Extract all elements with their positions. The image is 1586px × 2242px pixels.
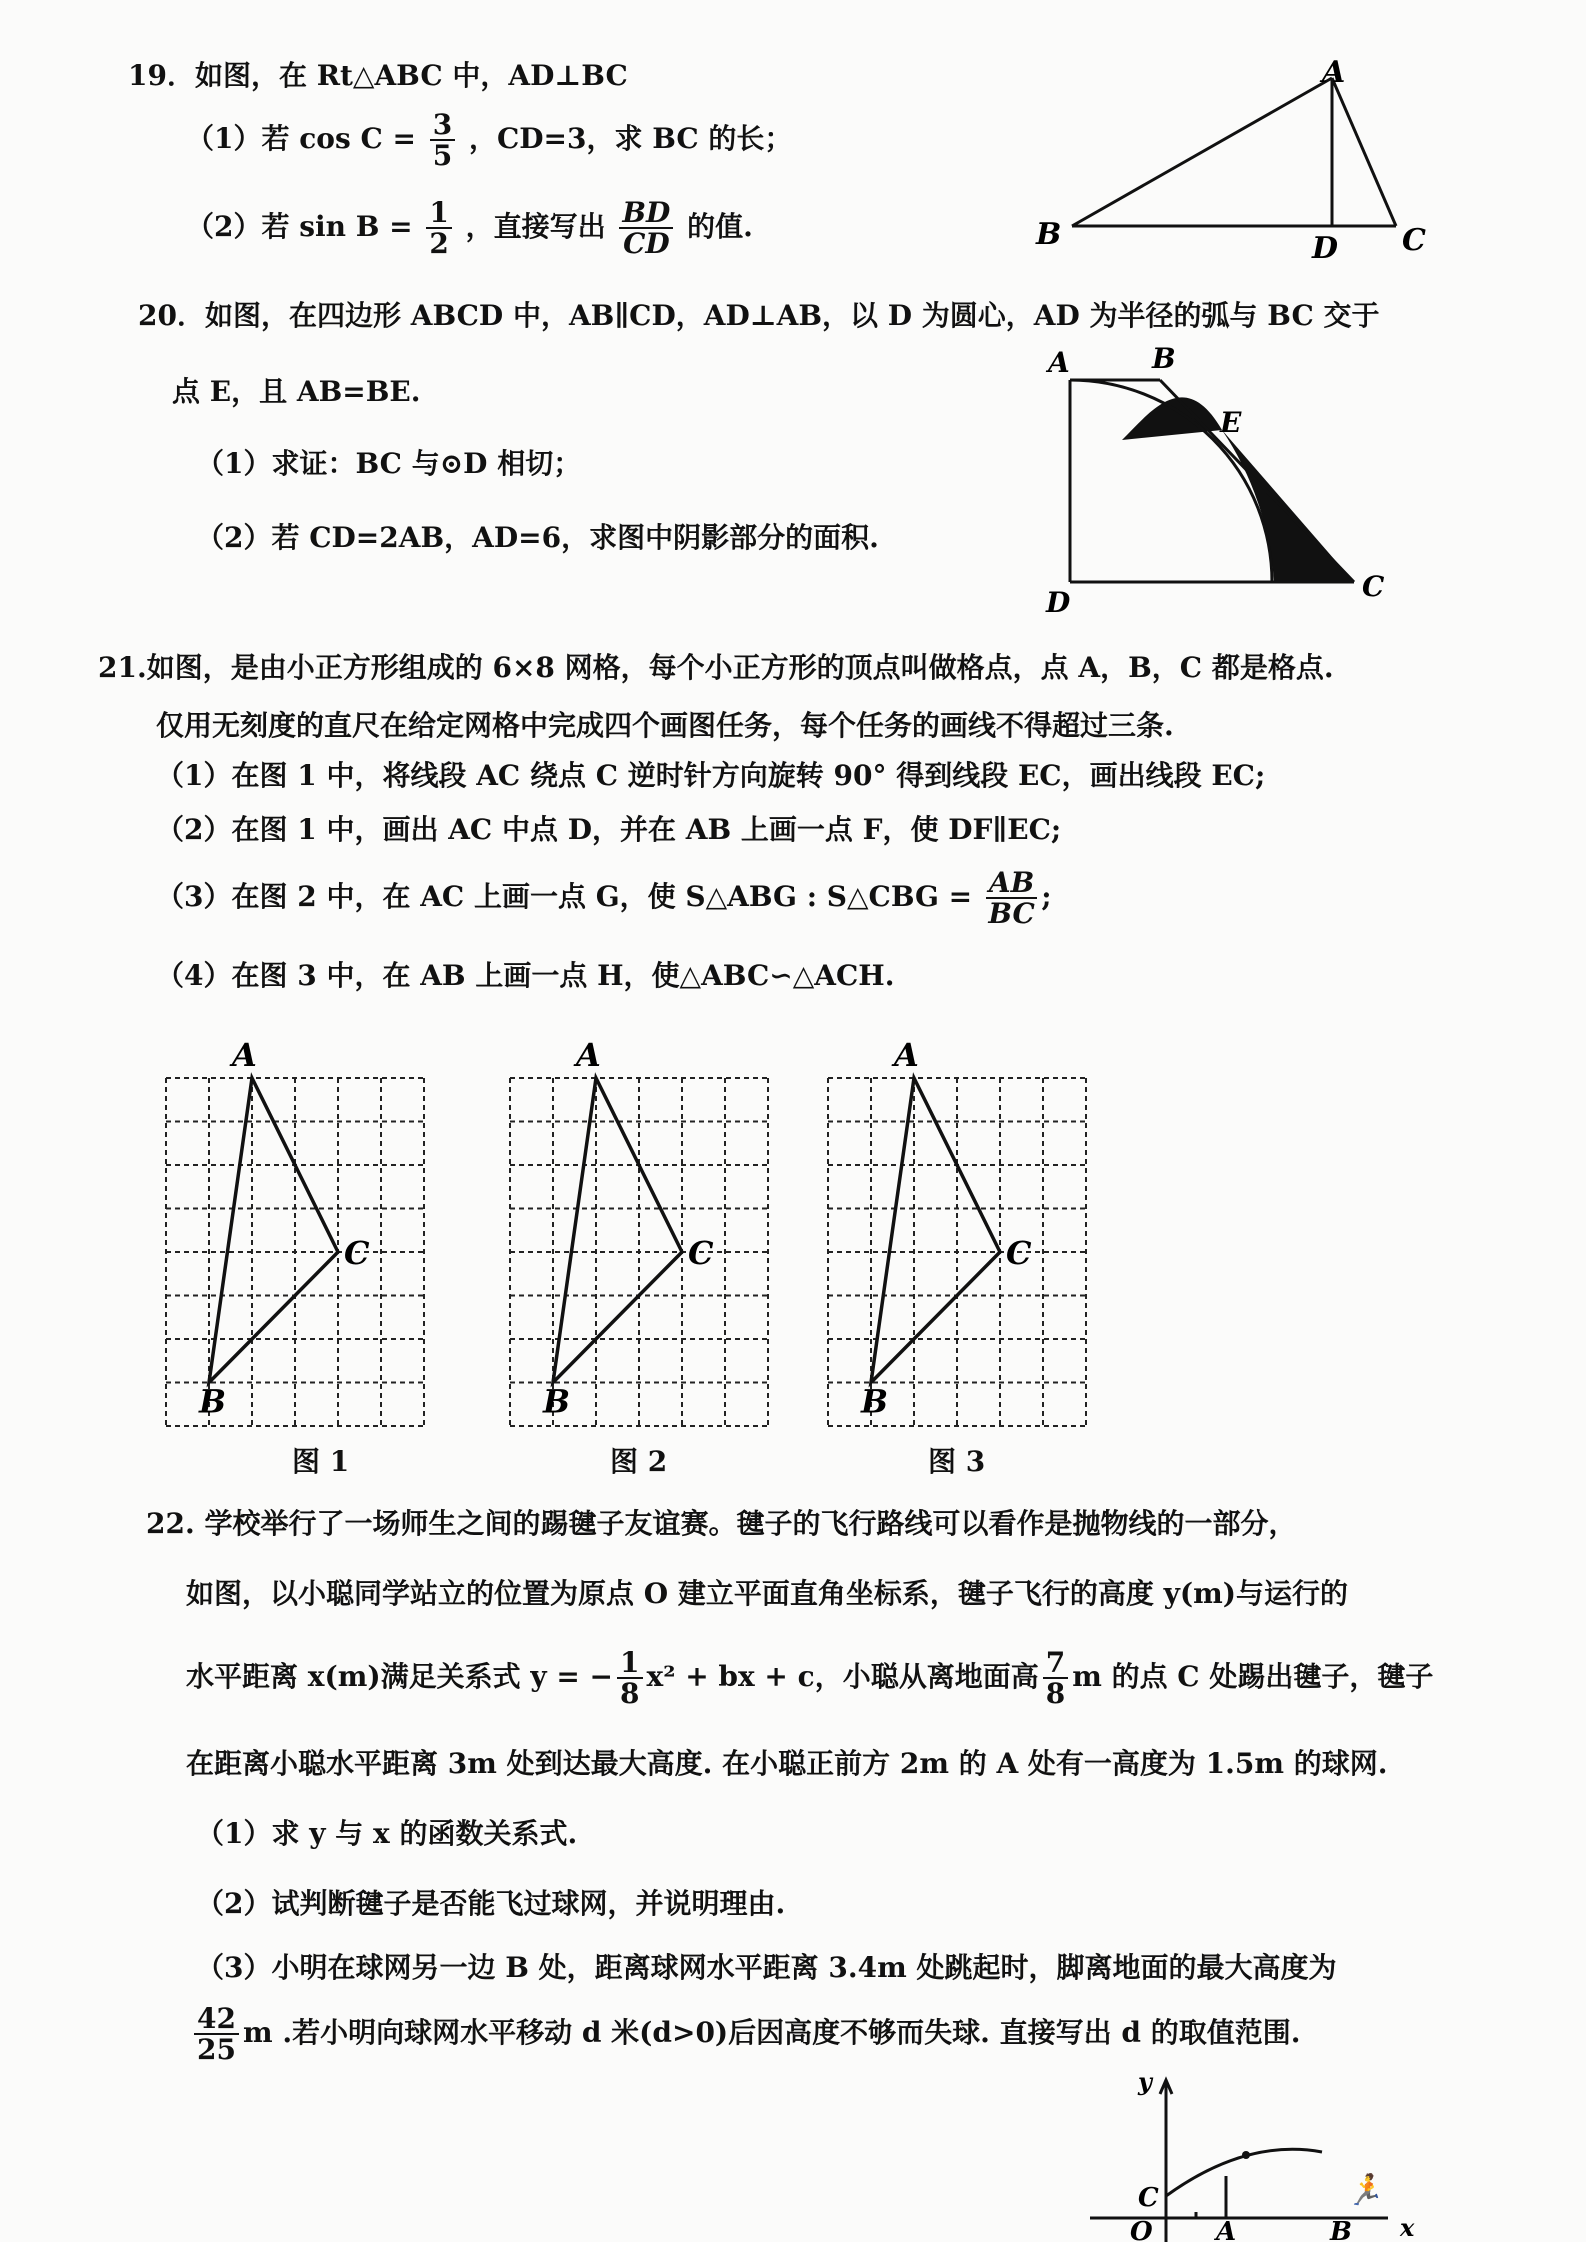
- q19-fraction-3-5: $\frac{3}{5}$: [430, 110, 455, 171]
- q21-label-c: C: [1006, 1234, 1032, 1272]
- q21-label-a: A: [894, 1036, 919, 1074]
- q22-stem-line4: 在距离小聪水平距离 3m 处到达最大高度. 在小聪正前方 2m 的 A 处有一高度为 1.5m 的球网.: [186, 1747, 1388, 1780]
- q22-label-o: O: [1130, 2217, 1153, 2242]
- q20-label-b: B: [1152, 342, 1176, 375]
- q21-stem-line1: 21.如图，是由小正方形组成的 6×8 网格，每个小正方形的顶点叫做格点，点 A，B，C 都是格点.: [98, 651, 1334, 684]
- q22-number: 22.: [146, 1507, 195, 1540]
- q20-part1: （1）求证：BC 与⊙D 相切；: [196, 447, 582, 480]
- q22-label-y: y: [1138, 2067, 1152, 2096]
- q22-fraction-42-25: $\frac{42}{25}$: [194, 2004, 239, 2065]
- q21-label-c: C: [688, 1234, 714, 1272]
- q19-label-c: C: [1402, 223, 1426, 258]
- q21-caption-fig1: 图 1: [292, 1445, 350, 1478]
- q22-fraction-1-8: $\frac{1}{8}$: [617, 1648, 642, 1709]
- q21-caption-fig2: 图 2: [610, 1445, 668, 1478]
- q19-label-d: D: [1312, 231, 1339, 266]
- q21-part1: （1）在图 1 中，将线段 AC 绕点 C 逆时针方向旋转 90° 得到线段 EC，画出线段 EC;: [156, 759, 1266, 792]
- q20-label-e: E: [1220, 406, 1242, 439]
- q21-label-c: C: [344, 1234, 370, 1272]
- q20-label-d: D: [1046, 586, 1071, 619]
- q22-label-a: A: [1216, 2217, 1237, 2242]
- q22-stem-line1: 22. 学校举行了一场师生之间的踢毽子友谊赛。毽子的飞行路线可以看作是抛物线的一部分，: [146, 1507, 1297, 1540]
- q20-stem-line1: 20．如图，在四边形 ABCD 中，AB∥CD，AD⊥AB，以 D 为圆心，AD 为半径的弧与 BC 交于: [138, 299, 1380, 332]
- q19-number: 19．: [128, 59, 195, 92]
- q22-player-icon: 🏃: [1346, 2173, 1384, 2208]
- q19-part1-pre: （1）若 cos C =: [186, 121, 416, 155]
- q19-part1-post: ，CD=3，求 BC 的长；: [468, 121, 793, 155]
- q20-number: 20．: [138, 299, 205, 332]
- q20-label-c: C: [1362, 570, 1385, 603]
- q22-label-c: C: [1138, 2183, 1159, 2213]
- q19-part2: （2）若 sin B = $\frac{1}{2}$ ，直接写出 $\frac{BD}{CD}$ 的值.: [186, 196, 753, 261]
- q21-caption-fig3: 图 3: [928, 1445, 986, 1478]
- q20-label-a: A: [1048, 346, 1070, 379]
- q22-stem-line2: 如图，以小聪同学站立的位置为原点 O 建立平面直角坐标系，毽子飞行的高度 y(m)与运行的: [186, 1577, 1349, 1610]
- q20-part2: （2）若 CD=2AB，AD=6，求图中阴影部分的面积.: [196, 521, 879, 554]
- q22-label-b: B: [1330, 2217, 1352, 2242]
- q21-label-b: B: [861, 1382, 889, 1421]
- q21-part2: （2）在图 1 中，画出 AC 中点 D，并在 AB 上画一点 F，使 DF∥EC;: [156, 813, 1062, 846]
- q21-part4: （4）在图 3 中，在 AB 上画一点 H，使△ABC∽△ACH.: [156, 959, 895, 992]
- q22-part1: （1）求 y 与 x 的函数关系式.: [196, 1817, 578, 1850]
- q22-fraction-7-8: $\frac{7}{8}$: [1043, 1648, 1068, 1709]
- q19-fraction-bd-cd: $\frac{BD}{CD}$: [619, 198, 673, 259]
- q21-stem-line2: 仅用无刻度的直尺在给定网格中完成四个画图任务，每个任务的画线不得超过三条.: [156, 709, 1174, 742]
- q22-part3-cont: $\frac{42}{25}$ m .若小明向球网水平移动 d 米(d>0)后因高度不够而失球. 直接写出 d 的取值范围.: [190, 2004, 1301, 2065]
- q22-stem-line3: 水平距离 x(m)满足关系式 y = − $\frac{1}{8}$ x² + bx + c，小聪从离地面高 $\frac{7}{8}$ m 的点 C 处踢出毽子，毽子: [186, 1646, 1434, 1711]
- q21-label-a: A: [232, 1036, 257, 1074]
- q19-fraction-1-2: $\frac{1}{2}$: [426, 198, 451, 259]
- q21-label-b: B: [543, 1382, 571, 1421]
- q22-part2: （2）试判断毽子是否能飞过球网，并说明理由.: [196, 1887, 786, 1920]
- q21-number: 21.: [98, 651, 147, 684]
- q22-vertex-dot: [1242, 2151, 1250, 2159]
- q21-label-a: A: [576, 1036, 601, 1074]
- q19-part2-pre: （2）若 sin B =: [186, 209, 413, 243]
- q21-label-b: B: [199, 1382, 227, 1421]
- q22-label-x: x: [1400, 2213, 1415, 2242]
- q21-part3: （3）在图 2 中，在 AC 上画一点 G，使 S△ABG : S△CBG = $\frac{AB}{BC}$ ;: [156, 866, 1052, 931]
- q21-fraction-ab-bc: $\frac{AB}{BC}$: [986, 868, 1037, 929]
- q20-stem-line2: 点 E，且 AB=BE.: [172, 375, 421, 408]
- q22-part3: （3）小明在球网另一边 B 处，距离球网水平距离 3.4m 处跳起时，脚离地面的最大高度为: [196, 1951, 1337, 1984]
- q19-label-a: A: [1322, 55, 1346, 90]
- q19-stem-text: 如图，在 Rt△ABC 中，AD⊥BC: [194, 59, 628, 92]
- q19-label-b: B: [1036, 217, 1062, 252]
